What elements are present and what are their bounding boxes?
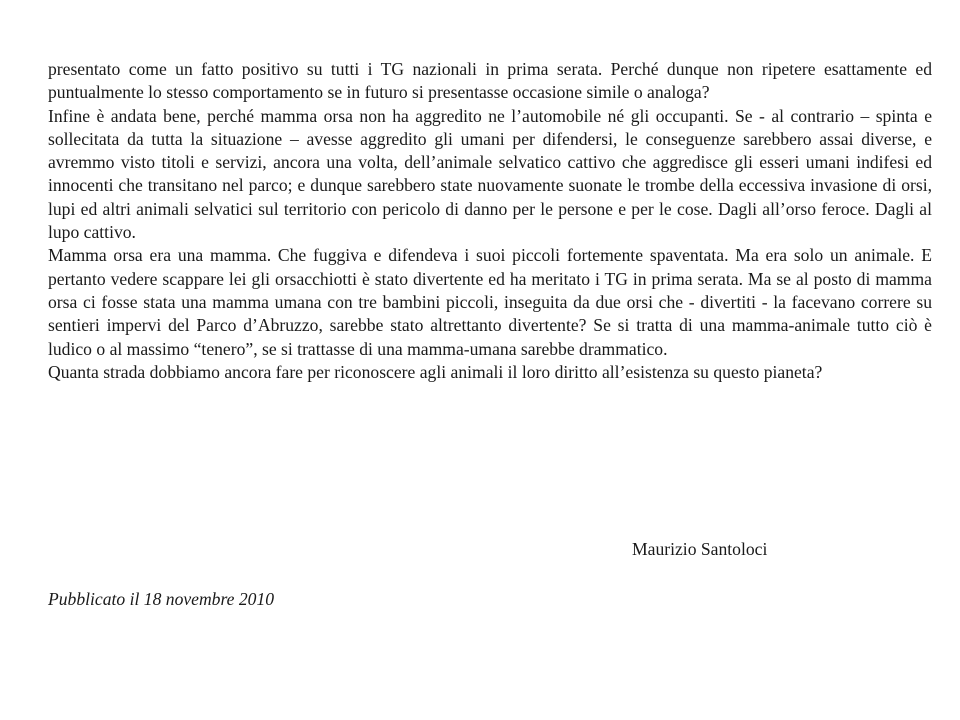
paragraph-3: Mamma orsa era una mamma. Che fuggiva e difendeva i suoi piccoli fortemente spaventata. Ma era solo un animale. E pertanto vedere scappare lei gli orsacchiotti è stato divertente ed ha meritato i TG in prima serata. Ma se al posto di mamma orsa ci fosse stata una mamma umana con tre bambini piccoli, inseguita da due orsi che - divertiti - la facevano correre su sentieri impervi del Parco d’Abruzzo, sarebbe stato altrettanto divertente? Se si tratta di una mamma-animale tutto ciò è ludico o al massimo “tenero”, se si trattasse di una mamma-umana sarebbe drammatico. xyxy=(48,245,932,359)
article-body xyxy=(48,58,932,384)
publication-date: Pubblicato il 18 novembre 2010 xyxy=(48,589,275,609)
paragraph-1: presentato come un fatto positivo su tutti i TG nazionali in prima serata. Perché dunque non ripetere esattamente ed puntualmente lo stesso comportamento se in futuro si presentasse occasione simile o analoga? xyxy=(48,59,932,103)
author-signature: Maurizio Santoloci xyxy=(632,539,768,559)
paragraph-2: Infine è andata bene, perché mamma orsa non ha aggredito ne l’automobile né gli occupanti. Se - al contrario – spinta e sollecitata da tutta la situazione – avesse aggredito gli umani per difendersi, le conseguenze sarebbero assai diverse, e avremmo visto titoli e servizi, ancora una volta, dell’animale selvatico cattivo che aggredisce gli esseri umani indifesi ed innocenti che transitano nel parco; e dunque sarebbero state nuovamente suonate le trombe della eccessiva invasione di orsi, lupi ed altri animali selvatici sul territorio con pericolo di danno per le persone e per le cose. Dagli all’orso feroce. Dagli al lupo cattivo. xyxy=(48,105,932,243)
paragraph-4: Quanta strada dobbiamo ancora fare per riconoscere agli animali il loro diritto all’esistenza su questo pianeta? xyxy=(48,361,823,382)
